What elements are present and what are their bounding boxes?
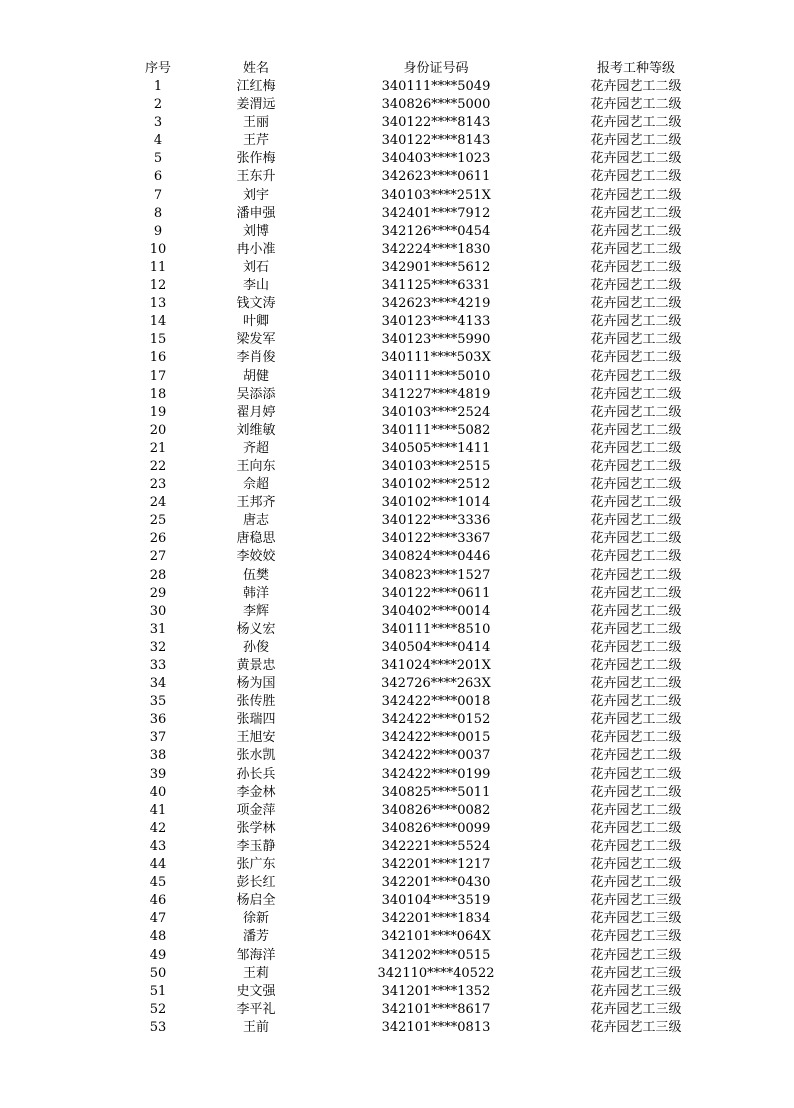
cell-id-number: 340111****503X bbox=[381, 350, 491, 366]
cell-id-number: 342623****4219 bbox=[381, 296, 491, 312]
cell-name: 李金林 bbox=[236, 784, 276, 800]
cell-id-number: 342422****0018 bbox=[381, 694, 491, 710]
cell-exam-level: 花卉园艺工二级 bbox=[590, 404, 682, 420]
table-row bbox=[110, 928, 730, 946]
cell-serial-number: 14 bbox=[149, 314, 167, 330]
cell-exam-level: 花卉园艺工三级 bbox=[590, 911, 682, 927]
cell-serial-number: 1 bbox=[153, 79, 163, 94]
cell-serial-number: 3 bbox=[153, 115, 163, 131]
cell-exam-level: 花卉园艺工二级 bbox=[590, 513, 682, 529]
cell-name: 王丽 bbox=[242, 115, 269, 131]
cell-id-number: 342101****064X bbox=[381, 929, 491, 945]
cell-name: 姜渭远 bbox=[236, 97, 276, 113]
cell-serial-number: 45 bbox=[149, 875, 167, 891]
cell-serial-number: 46 bbox=[149, 893, 167, 909]
cell-name: 王前 bbox=[242, 1019, 269, 1035]
cell-exam-level: 花卉园艺工二级 bbox=[590, 458, 682, 474]
table-row bbox=[110, 205, 730, 223]
cell-serial-number: 38 bbox=[149, 748, 167, 764]
table-row bbox=[110, 856, 730, 874]
table-row bbox=[110, 78, 730, 96]
cell-exam-level: 花卉园艺工二级 bbox=[590, 350, 682, 366]
table-row bbox=[110, 965, 730, 983]
table-row bbox=[110, 947, 730, 965]
cell-name: 潘芳 bbox=[242, 929, 269, 945]
table-row bbox=[110, 386, 730, 404]
cell-name: 徐新 bbox=[242, 911, 269, 927]
cell-name: 李肖俊 bbox=[236, 350, 276, 366]
cell-id-number: 340103****251X bbox=[381, 187, 491, 203]
cell-exam-level: 花卉园艺工二级 bbox=[590, 658, 682, 673]
cell-exam-level: 花卉园艺工三级 bbox=[590, 1019, 682, 1035]
cell-name: 刘石 bbox=[242, 259, 269, 275]
cell-name: 钱文涛 bbox=[236, 296, 276, 312]
cell-name: 佘超 bbox=[242, 477, 269, 493]
cell-id-number: 340123****4133 bbox=[381, 314, 491, 330]
cell-serial-number: 2 bbox=[153, 97, 163, 113]
table-row bbox=[110, 802, 730, 820]
cell-name: 张水凯 bbox=[236, 748, 276, 764]
cell-id-number: 340826****0082 bbox=[381, 802, 491, 818]
cell-serial-number: 28 bbox=[149, 567, 167, 583]
cell-id-number: 340122****8143 bbox=[381, 115, 491, 131]
cell-exam-level: 花卉园艺工二级 bbox=[590, 386, 682, 402]
cell-id-number: 340111****5082 bbox=[381, 422, 491, 438]
cell-id-number: 342422****0015 bbox=[381, 730, 491, 746]
cell-id-number: 340826****0099 bbox=[381, 820, 491, 836]
cell-exam-level: 花卉园艺工二级 bbox=[590, 495, 682, 511]
cell-name: 唐稳思 bbox=[236, 531, 276, 547]
cell-id-number: 342201****1217 bbox=[381, 857, 491, 873]
cell-name: 王芹 bbox=[242, 133, 269, 149]
cell-exam-level: 花卉园艺工二级 bbox=[590, 259, 682, 275]
cell-id-number: 342101****8617 bbox=[381, 1001, 491, 1017]
cell-exam-level: 花卉园艺工二级 bbox=[590, 477, 682, 493]
cell-id-number: 342201****0430 bbox=[381, 875, 491, 891]
cell-exam-level: 花卉园艺工二级 bbox=[590, 169, 682, 185]
cell-id-number: 340122****3336 bbox=[381, 513, 491, 529]
cell-id-number: 341024****201X bbox=[381, 658, 491, 673]
cell-exam-level: 花卉园艺工二级 bbox=[590, 422, 682, 438]
table-row bbox=[110, 458, 730, 476]
cell-serial-number: 36 bbox=[149, 712, 167, 728]
cell-exam-level: 花卉园艺工二级 bbox=[590, 567, 682, 583]
table-header-row bbox=[110, 59, 730, 78]
table-row bbox=[110, 585, 730, 603]
cell-exam-level: 花卉园艺工二级 bbox=[590, 784, 682, 800]
cell-name: 王邦齐 bbox=[236, 495, 276, 511]
table-row bbox=[110, 1019, 730, 1037]
cell-exam-level: 花卉园艺工二级 bbox=[590, 440, 682, 456]
cell-serial-number: 43 bbox=[149, 838, 167, 854]
cell-id-number: 340824****0446 bbox=[381, 549, 491, 565]
table-row bbox=[110, 983, 730, 1001]
cell-exam-level: 花卉园艺工二级 bbox=[590, 748, 682, 764]
cell-name: 张作梅 bbox=[236, 151, 276, 167]
cell-id-number: 341227****4819 bbox=[381, 386, 491, 402]
table-row bbox=[110, 150, 730, 168]
cell-exam-level: 花卉园艺工二级 bbox=[590, 838, 682, 854]
cell-id-number: 340111****5010 bbox=[381, 368, 491, 384]
cell-name: 王莉 bbox=[242, 965, 269, 981]
cell-serial-number: 41 bbox=[149, 802, 167, 818]
cell-name: 唐志 bbox=[242, 513, 269, 529]
cell-serial-number: 47 bbox=[149, 911, 167, 927]
cell-serial-number: 26 bbox=[149, 531, 167, 547]
cell-id-number: 340823****1527 bbox=[381, 567, 491, 583]
table-row bbox=[110, 548, 730, 566]
cell-name: 李山 bbox=[242, 278, 269, 294]
table-row bbox=[110, 910, 730, 928]
cell-id-number: 340111****8510 bbox=[381, 621, 491, 637]
table-row bbox=[110, 114, 730, 132]
cell-exam-level: 花卉园艺工二级 bbox=[590, 241, 682, 257]
cell-exam-level: 花卉园艺工二级 bbox=[590, 694, 682, 710]
cell-serial-number: 22 bbox=[149, 458, 167, 474]
cell-serial-number: 11 bbox=[149, 259, 167, 275]
cell-exam-level: 花卉园艺工二级 bbox=[590, 133, 682, 149]
table-row bbox=[110, 187, 730, 205]
cell-name: 王东升 bbox=[236, 169, 276, 185]
table-row bbox=[110, 838, 730, 856]
cell-id-number: 340504****0414 bbox=[381, 639, 491, 655]
cell-id-number: 342422****0037 bbox=[381, 748, 491, 764]
cell-exam-level: 花卉园艺工三级 bbox=[590, 893, 682, 909]
cell-name: 吴添添 bbox=[236, 386, 276, 402]
cell-id-number: 342101****0813 bbox=[381, 1019, 491, 1035]
table-row bbox=[110, 1001, 730, 1019]
cell-serial-number: 4 bbox=[153, 133, 163, 149]
cell-exam-level: 花卉园艺工二级 bbox=[590, 296, 682, 312]
cell-exam-level: 花卉园艺工二级 bbox=[590, 531, 682, 547]
cell-name: 李平礼 bbox=[236, 1001, 276, 1017]
cell-name: 邹海洋 bbox=[236, 947, 276, 963]
cell-serial-number: 51 bbox=[149, 983, 167, 999]
table-row bbox=[110, 892, 730, 910]
cell-serial-number: 6 bbox=[153, 169, 163, 185]
cell-serial-number: 39 bbox=[149, 766, 167, 782]
cell-serial-number: 29 bbox=[149, 585, 167, 601]
cell-serial-number: 24 bbox=[149, 495, 167, 511]
cell-exam-level: 花卉园艺工二级 bbox=[590, 205, 682, 221]
header-name: 姓名 bbox=[242, 61, 269, 76]
cell-exam-level: 花卉园艺工二级 bbox=[590, 730, 682, 746]
header-id-number: 身份证号码 bbox=[403, 61, 469, 76]
cell-id-number: 341202****0515 bbox=[381, 947, 491, 963]
cell-name: 张学林 bbox=[236, 820, 276, 836]
cell-serial-number: 34 bbox=[149, 676, 167, 692]
cell-exam-level: 花卉园艺工二级 bbox=[590, 314, 682, 330]
cell-name: 李姣姣 bbox=[236, 549, 276, 565]
cell-serial-number: 42 bbox=[149, 820, 167, 836]
table-row bbox=[110, 168, 730, 186]
cell-serial-number: 7 bbox=[153, 187, 163, 203]
cell-name: 彭长红 bbox=[236, 875, 276, 891]
cell-exam-level: 花卉园艺工二级 bbox=[590, 676, 682, 692]
cell-id-number: 342224****1830 bbox=[381, 241, 491, 257]
cell-serial-number: 5 bbox=[153, 151, 163, 167]
cell-id-number: 340122****3367 bbox=[381, 531, 491, 547]
cell-exam-level: 花卉园艺工三级 bbox=[590, 983, 682, 999]
cell-serial-number: 25 bbox=[149, 513, 167, 529]
cell-serial-number: 32 bbox=[149, 639, 167, 655]
cell-id-number: 340402****0014 bbox=[381, 603, 491, 619]
cell-exam-level: 花卉园艺工三级 bbox=[590, 947, 682, 963]
cell-exam-level: 花卉园艺工三级 bbox=[590, 929, 682, 945]
cell-serial-number: 52 bbox=[149, 1001, 167, 1017]
table-row bbox=[110, 784, 730, 802]
cell-id-number: 342126****0454 bbox=[381, 223, 491, 239]
cell-id-number: 340102****1014 bbox=[381, 495, 491, 511]
cell-name: 孙俊 bbox=[242, 639, 269, 655]
cell-exam-level: 花卉园艺工二级 bbox=[590, 585, 682, 601]
cell-exam-level: 花卉园艺工二级 bbox=[590, 603, 682, 619]
table-row bbox=[110, 241, 730, 259]
cell-id-number: 340825****5011 bbox=[381, 784, 491, 800]
cell-serial-number: 19 bbox=[149, 404, 167, 420]
cell-name: 杨启全 bbox=[236, 893, 276, 909]
cell-id-number: 340826****5000 bbox=[381, 97, 491, 113]
table-row bbox=[110, 223, 730, 241]
cell-id-number: 342201****1834 bbox=[381, 911, 491, 927]
cell-name: 韩洋 bbox=[242, 585, 269, 601]
cell-serial-number: 21 bbox=[149, 440, 167, 456]
cell-name: 王旭安 bbox=[236, 730, 276, 746]
table-row bbox=[110, 422, 730, 440]
cell-id-number: 340122****8143 bbox=[381, 133, 491, 149]
cell-exam-level: 花卉园艺工二级 bbox=[590, 820, 682, 836]
cell-id-number: 341201****1352 bbox=[381, 983, 491, 999]
cell-serial-number: 15 bbox=[149, 332, 167, 348]
cell-serial-number: 33 bbox=[149, 658, 167, 673]
cell-serial-number: 23 bbox=[149, 477, 167, 493]
cell-serial-number: 20 bbox=[149, 422, 167, 438]
table-row bbox=[110, 639, 730, 657]
cell-id-number: 340505****1411 bbox=[381, 440, 491, 456]
table-row bbox=[110, 440, 730, 458]
table-row bbox=[110, 404, 730, 422]
cell-exam-level: 花卉园艺工二级 bbox=[590, 857, 682, 873]
cell-id-number: 342401****7912 bbox=[381, 205, 491, 221]
cell-serial-number: 31 bbox=[149, 621, 167, 637]
cell-id-number: 340102****2512 bbox=[381, 477, 491, 493]
cell-id-number: 340103****2515 bbox=[381, 458, 491, 474]
cell-exam-level: 花卉园艺工二级 bbox=[590, 766, 682, 782]
table-row bbox=[110, 693, 730, 711]
cell-name: 李玉静 bbox=[236, 838, 276, 854]
cell-name: 江红梅 bbox=[236, 79, 276, 94]
table-row bbox=[110, 313, 730, 331]
cell-name: 刘博 bbox=[242, 223, 269, 239]
cell-name: 胡健 bbox=[242, 368, 269, 384]
cell-serial-number: 10 bbox=[149, 241, 167, 257]
table-row bbox=[110, 96, 730, 114]
table-row bbox=[110, 132, 730, 150]
cell-name: 伍樊 bbox=[242, 567, 269, 583]
cell-id-number: 342422****0152 bbox=[381, 712, 491, 728]
cell-name: 翟月婷 bbox=[236, 404, 276, 420]
cell-id-number: 342422****0199 bbox=[381, 766, 491, 782]
cell-name: 张广东 bbox=[236, 857, 276, 873]
cell-exam-level: 花卉园艺工二级 bbox=[590, 79, 682, 94]
cell-name: 潘申强 bbox=[236, 205, 276, 221]
cell-serial-number: 30 bbox=[149, 603, 167, 619]
cell-serial-number: 16 bbox=[149, 350, 167, 366]
cell-name: 项金萍 bbox=[236, 802, 276, 818]
table-row bbox=[110, 368, 730, 386]
cell-name: 杨义宏 bbox=[236, 621, 276, 637]
table-row bbox=[110, 512, 730, 530]
cell-serial-number: 13 bbox=[149, 296, 167, 312]
table-row bbox=[110, 476, 730, 494]
cell-id-number: 340111****5049 bbox=[381, 79, 491, 94]
cell-exam-level: 花卉园艺工二级 bbox=[590, 802, 682, 818]
cell-name: 李辉 bbox=[242, 603, 269, 619]
cell-id-number: 341125****6331 bbox=[381, 278, 491, 294]
cell-serial-number: 53 bbox=[149, 1019, 167, 1035]
cell-name: 冉小准 bbox=[236, 241, 276, 257]
table-row bbox=[110, 349, 730, 367]
cell-exam-level: 花卉园艺工二级 bbox=[590, 278, 682, 294]
cell-serial-number: 40 bbox=[149, 784, 167, 800]
cell-exam-level: 花卉园艺工二级 bbox=[590, 621, 682, 637]
cell-exam-level: 花卉园艺工三级 bbox=[590, 1001, 682, 1017]
cell-exam-level: 花卉园艺工二级 bbox=[590, 549, 682, 565]
cell-name: 孙长兵 bbox=[236, 766, 276, 782]
cell-serial-number: 12 bbox=[149, 278, 167, 294]
table-row bbox=[110, 766, 730, 784]
cell-id-number: 340122****0611 bbox=[381, 585, 491, 601]
cell-serial-number: 37 bbox=[149, 730, 167, 746]
cell-id-number: 342110****40522 bbox=[377, 965, 495, 981]
cell-name: 黄景忠 bbox=[236, 658, 276, 673]
cell-id-number: 340403****1023 bbox=[381, 151, 491, 167]
cell-name: 梁发军 bbox=[236, 332, 276, 348]
cell-serial-number: 9 bbox=[153, 223, 163, 239]
cell-serial-number: 17 bbox=[149, 368, 167, 384]
cell-id-number: 342901****5612 bbox=[381, 259, 491, 275]
cell-id-number: 342221****5524 bbox=[381, 838, 491, 854]
cell-serial-number: 18 bbox=[149, 386, 167, 402]
cell-exam-level: 花卉园艺工二级 bbox=[590, 875, 682, 891]
table-row bbox=[110, 277, 730, 295]
table-row bbox=[110, 331, 730, 349]
cell-name: 杨为国 bbox=[236, 676, 276, 692]
table-row bbox=[110, 567, 730, 585]
cell-exam-level: 花卉园艺工二级 bbox=[590, 332, 682, 348]
cell-name: 叶卿 bbox=[242, 314, 269, 330]
table-row bbox=[110, 657, 730, 675]
cell-serial-number: 44 bbox=[149, 857, 167, 873]
cell-id-number: 342726****263X bbox=[381, 676, 491, 692]
table-row bbox=[110, 621, 730, 639]
cell-exam-level: 花卉园艺工二级 bbox=[590, 115, 682, 131]
table-row bbox=[110, 603, 730, 621]
cell-id-number: 340123****5990 bbox=[381, 332, 491, 348]
header-exam-level: 报考工种等级 bbox=[596, 61, 675, 76]
table-row bbox=[110, 530, 730, 548]
cell-serial-number: 48 bbox=[149, 929, 167, 945]
cell-exam-level: 花卉园艺工二级 bbox=[590, 97, 682, 113]
cell-exam-level: 花卉园艺工二级 bbox=[590, 151, 682, 167]
cell-name: 史文强 bbox=[236, 983, 276, 999]
cell-name: 齐超 bbox=[242, 440, 269, 456]
table-row bbox=[110, 295, 730, 313]
table-row bbox=[110, 874, 730, 892]
cell-name: 张传胜 bbox=[236, 694, 276, 710]
cell-name: 刘宇 bbox=[242, 187, 269, 203]
cell-exam-level: 花卉园艺工三级 bbox=[590, 965, 682, 981]
table-row bbox=[110, 494, 730, 512]
cell-exam-level: 花卉园艺工二级 bbox=[590, 712, 682, 728]
cell-serial-number: 35 bbox=[149, 694, 167, 710]
table-row bbox=[110, 747, 730, 765]
cell-exam-level: 花卉园艺工二级 bbox=[590, 368, 682, 384]
cell-serial-number: 50 bbox=[149, 965, 167, 981]
cell-exam-level: 花卉园艺工二级 bbox=[590, 223, 682, 239]
cell-name: 张瑞四 bbox=[236, 712, 276, 728]
header-serial-number: 序号 bbox=[144, 61, 171, 76]
table-row bbox=[110, 259, 730, 277]
cell-id-number: 342623****0611 bbox=[381, 169, 491, 185]
cell-id-number: 340104****3519 bbox=[381, 893, 491, 909]
cell-serial-number: 8 bbox=[153, 205, 163, 221]
table-row bbox=[110, 820, 730, 838]
cell-exam-level: 花卉园艺工二级 bbox=[590, 639, 682, 655]
cell-id-number: 340103****2524 bbox=[381, 404, 491, 420]
cell-name: 王向东 bbox=[236, 458, 276, 474]
cell-exam-level: 花卉园艺工二级 bbox=[590, 187, 682, 203]
table-row bbox=[110, 675, 730, 693]
cell-serial-number: 27 bbox=[149, 549, 167, 565]
roster-table bbox=[110, 59, 730, 1037]
table-body bbox=[110, 78, 730, 1037]
cell-serial-number: 49 bbox=[149, 947, 167, 963]
cell-name: 刘维敏 bbox=[236, 422, 276, 438]
table-row bbox=[110, 729, 730, 747]
table-row bbox=[110, 711, 730, 729]
